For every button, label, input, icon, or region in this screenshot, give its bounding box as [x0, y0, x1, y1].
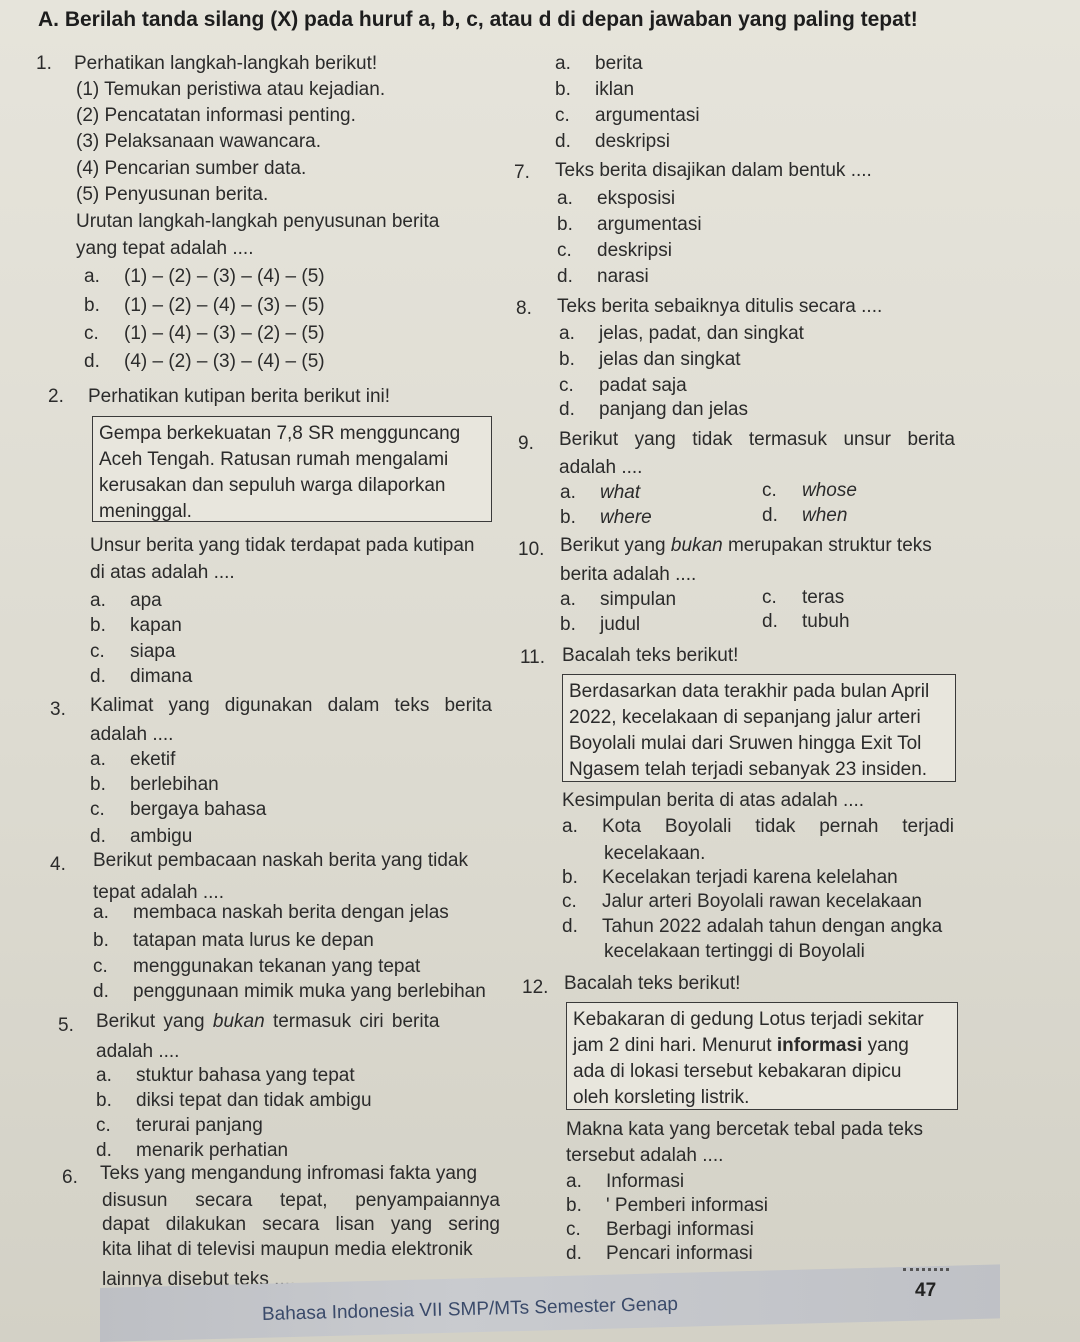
- question-1-stem: yang tepat adalah ....: [76, 238, 254, 259]
- question-11-stem: Kesimpulan berita di atas adalah ....: [562, 790, 865, 811]
- question-11-number: 11.: [520, 647, 546, 668]
- question-8-stem: Teks berita sebaiknya ditulis secara ....: [557, 296, 883, 317]
- news-text-box: [562, 674, 956, 782]
- question-1-step: (3) Pelaksanaan wawancara.: [76, 131, 322, 152]
- question-9-option-d[interactable]: d. when: [762, 505, 848, 526]
- question-12-intro: Bacalah teks berikut!: [564, 973, 741, 994]
- question-1-step: (4) Pencarian sumber data.: [76, 158, 307, 179]
- question-2-intro: Perhatikan kutipan berita berikut ini!: [88, 386, 391, 407]
- question-8-number: 8.: [516, 298, 532, 319]
- question-4-option-a[interactable]: a. membaca naskah berita dengan jelas: [93, 902, 449, 923]
- footer-book-title: Bahasa Indonesia VII SMP/MTs Semester Genap: [261, 1293, 679, 1325]
- question-3-option-c[interactable]: c. bergaya bahasa: [90, 799, 267, 820]
- question-4-stem: Berikut pembacaan naskah berita yang tidak: [93, 850, 468, 871]
- question-12-option-b[interactable]: b. ' Pemberi informasi: [566, 1195, 769, 1216]
- question-5-stem: adalah ....: [96, 1041, 180, 1062]
- question-7-stem: Teks berita disajikan dalam bentuk ....: [555, 160, 872, 181]
- question-9-option-a[interactable]: a. what: [560, 482, 641, 503]
- question-11-option-a[interactable]: a. Kota Boyolali tidak pernah terjadi: [562, 816, 954, 837]
- question-2-stem: Unsur berita yang tidak terdapat pada kutipan: [90, 535, 475, 556]
- question-1-option-b[interactable]: b. (1) – (2) – (4) – (3) – (5): [84, 295, 325, 316]
- question-6-line: disusun secara tepat, penyampaiannya: [102, 1190, 500, 1211]
- question-1-option-d[interactable]: d. (4) – (2) – (3) – (4) – (5): [84, 351, 325, 372]
- question-3-option-b[interactable]: b. berlebihan: [90, 774, 219, 795]
- excerpt-line: Aceh Tengah. Ratusan rumah mengalami: [99, 449, 449, 470]
- question-6-line: Teks yang mengandung infromasi fakta yang: [100, 1163, 478, 1184]
- question-10-option-b[interactable]: b. judul: [560, 614, 641, 635]
- question-10-option-a[interactable]: a. simpulan: [560, 589, 677, 610]
- question-2-stem: di atas adalah ....: [90, 562, 235, 583]
- question-7-option-b[interactable]: b. argumentasi: [557, 214, 702, 235]
- question-1-stem: Urutan langkah-langkah penyusunan berita: [76, 211, 440, 232]
- question-9-stem: adalah ....: [559, 457, 643, 478]
- question-3-option-d[interactable]: d. ambigu: [90, 826, 193, 847]
- question-2-number: 2.: [48, 386, 64, 407]
- question-11-option-d[interactable]: d. Tahun 2022 adalah tahun dengan angka: [562, 916, 943, 937]
- question-4-option-d[interactable]: d. penggunaan mimik muka yang berlebihan: [93, 981, 486, 1002]
- question-9-option-c[interactable]: c. whose: [762, 480, 857, 501]
- question-1-number: 1.: [36, 53, 52, 74]
- question-4-option-b[interactable]: b. tatapan mata lurus ke depan: [93, 930, 374, 951]
- question-6-number: 6.: [62, 1167, 78, 1188]
- question-1-option-a[interactable]: a. (1) – (2) – (3) – (4) – (5): [84, 266, 325, 287]
- question-4-option-c[interactable]: c. menggunakan tekanan yang tepat: [93, 956, 421, 977]
- question-9-stem: Berikut yang tidak termasuk unsur berita: [559, 429, 955, 450]
- page-number: 47: [915, 1280, 937, 1301]
- question-8-option-d[interactable]: d. panjang dan jelas: [559, 399, 748, 420]
- question-12-option-c[interactable]: c. Berbagi informasi: [566, 1219, 754, 1240]
- fire-news-box: [566, 1002, 958, 1110]
- section-header: A. Berilah tanda silang (X) pada huruf a, b, c, atau d di depan jawaban yang paling tepat!: [38, 8, 918, 31]
- question-11-intro: Bacalah teks berikut!: [562, 645, 739, 666]
- question-9-option-b[interactable]: b. where: [560, 507, 652, 528]
- question-8-option-b[interactable]: b. jelas dan singkat: [559, 349, 741, 370]
- question-6-line: dapat dilakukan secara lisan yang sering: [102, 1214, 500, 1235]
- question-11-option-c[interactable]: c. Jalur arteri Boyolali rawan kecelakaan: [562, 891, 922, 912]
- fire-news-line: Kebakaran di gedung Lotus terjadi sekitar: [573, 1009, 924, 1030]
- question-11-option-b[interactable]: b. Kecelakan terjadi karena kelelahan: [562, 867, 898, 888]
- question-10-stem: berita adalah ....: [560, 564, 697, 585]
- question-1-step: (5) Penyusunan berita.: [76, 184, 269, 205]
- news-text-line: Berdasarkan data terakhir pada bulan April: [569, 681, 930, 702]
- question-7-option-d[interactable]: d. narasi: [557, 266, 649, 287]
- fire-news-line: oleh korsleting listrik.: [573, 1087, 750, 1108]
- question-2-option-b[interactable]: b. kapan: [90, 615, 182, 636]
- question-1-intro: Perhatikan langkah-langkah berikut!: [74, 53, 378, 74]
- excerpt-line: meninggal.: [99, 501, 192, 522]
- question-12-number: 12.: [522, 977, 549, 998]
- question-5-option-c[interactable]: c. terurai panjang: [96, 1115, 263, 1136]
- question-5-stem: Berikut yang bukan termasuk ciri berita: [96, 1011, 440, 1032]
- question-2-option-c[interactable]: c. siapa: [90, 641, 176, 662]
- question-7-number: 7.: [514, 162, 530, 183]
- question-5-option-a[interactable]: a. stuktur bahasa yang tepat: [96, 1065, 355, 1086]
- question-11-option-a-cont: kecelakaan.: [604, 843, 706, 864]
- news-text-line: Boyolali mulai dari Sruwen hingga Exit Tol: [569, 733, 922, 754]
- question-1-choice-b[interactable]: b. iklan: [555, 79, 635, 100]
- question-1-choice-d[interactable]: d. deskripsi: [555, 131, 670, 152]
- question-3-stem: adalah ....: [90, 724, 174, 745]
- question-5-option-b[interactable]: b. diksi tepat dan tidak ambigu: [96, 1090, 372, 1111]
- question-6-line: lainnya disebut teks ....: [102, 1269, 296, 1290]
- question-7-option-c[interactable]: c. deskripsi: [557, 240, 672, 261]
- question-3-stem: Kalimat yang digunakan dalam teks berita: [90, 695, 492, 716]
- fire-news-line: jam 2 dini hari. Menurut informasi yang: [573, 1035, 909, 1056]
- question-5-option-d[interactable]: d. menarik perhatian: [96, 1140, 289, 1161]
- question-5-number: 5.: [58, 1015, 74, 1036]
- news-text-line: 2022, kecelakaan di sepanjang jalur arteri: [569, 707, 921, 728]
- question-11-option-d-cont: kecelakaan tertinggi di Boyolali: [604, 941, 865, 962]
- question-1-step: (2) Pencatatan informasi penting.: [76, 105, 356, 126]
- question-10-number: 10.: [518, 539, 545, 560]
- question-12-stem: tersebut adalah ....: [566, 1145, 724, 1166]
- question-7-option-a[interactable]: a. eksposisi: [557, 188, 676, 209]
- question-2-option-d[interactable]: d. dimana: [90, 666, 193, 687]
- question-12-stem: Makna kata yang bercetak tebal pada teks: [566, 1119, 924, 1140]
- question-8-option-c[interactable]: c. padat saja: [559, 375, 687, 396]
- question-12-option-d[interactable]: d. Pencari informasi: [566, 1243, 753, 1264]
- excerpt-line: kerusakan dan sepuluh warga dilaporkan: [99, 475, 446, 496]
- question-2-option-a[interactable]: a. apa: [90, 590, 162, 611]
- question-9-number: 9.: [518, 433, 534, 454]
- question-3-option-a[interactable]: a. eketif: [90, 749, 176, 770]
- excerpt-line: Gempa berkekuatan 7,8 SR mengguncang: [99, 423, 461, 444]
- question-10-option-c[interactable]: c. teras: [762, 587, 845, 608]
- question-10-stem: Berikut yang bukan merupakan struktur teks: [560, 535, 932, 556]
- fire-news-line: ada di lokasi tersebut kebakaran dipicu: [573, 1061, 902, 1082]
- question-4-number: 4.: [50, 854, 66, 875]
- news-text-line: Ngasem telah terjadi sebanyak 23 insiden.: [569, 759, 928, 780]
- question-3-number: 3.: [50, 699, 66, 720]
- bold-word: informasi: [776, 1035, 863, 1056]
- question-10-option-d[interactable]: d. tubuh: [762, 611, 850, 632]
- question-8-option-a[interactable]: a. jelas, padat, dan singkat: [559, 323, 804, 344]
- question-1-option-c[interactable]: c. (1) – (4) – (3) – (2) – (5): [84, 323, 325, 344]
- question-1-choice-a[interactable]: a. berita: [555, 53, 643, 74]
- question-12-option-a[interactable]: a. Informasi: [566, 1171, 685, 1192]
- question-4-stem: tepat adalah ....: [93, 882, 224, 903]
- news-excerpt-box: [92, 416, 492, 522]
- question-6-line: kita lihat di televisi maupun media elektronik: [102, 1239, 473, 1260]
- question-1-step: (1) Temukan peristiwa atau kejadian.: [76, 79, 386, 100]
- question-1-choice-c[interactable]: c. argumentasi: [555, 105, 700, 126]
